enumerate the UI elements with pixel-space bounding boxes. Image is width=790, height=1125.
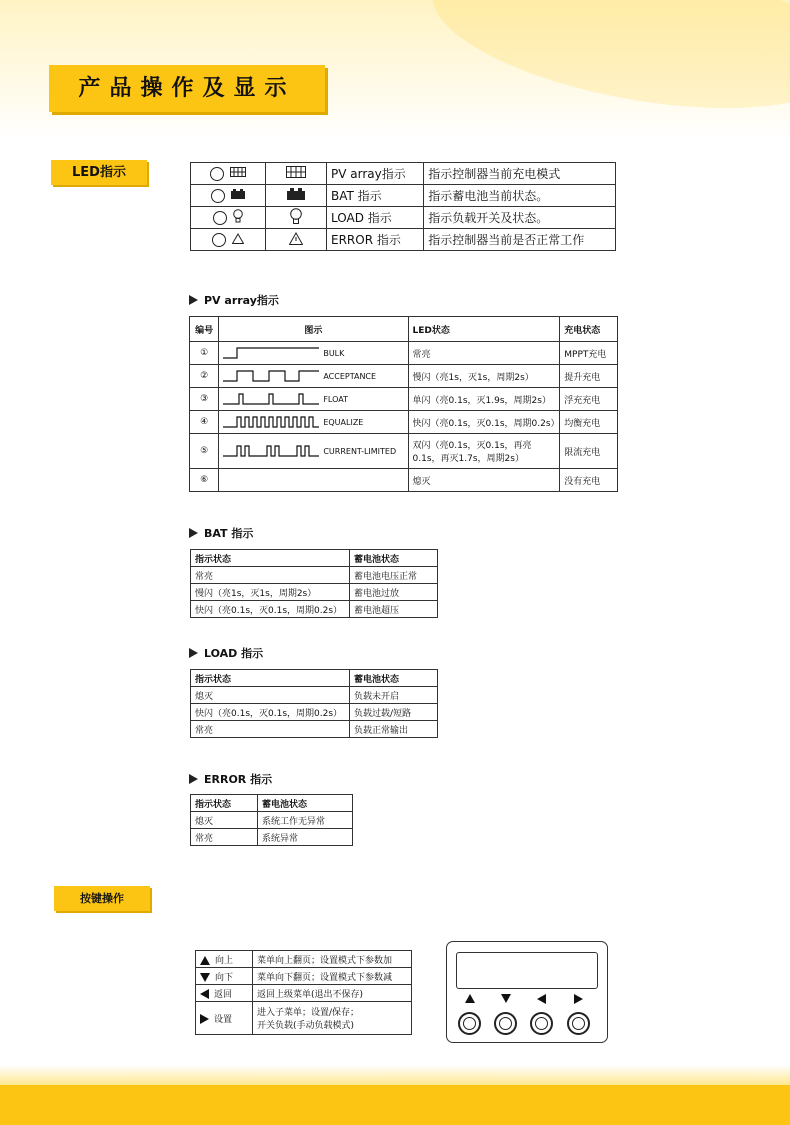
battery-icon [287, 188, 305, 200]
table-cell: 蓄电池超压 [350, 601, 438, 618]
lcd-screen [456, 952, 598, 989]
waveform-label: BULK [323, 348, 345, 358]
bat-table [190, 549, 438, 618]
table-row [196, 1002, 412, 1035]
left-arrow-icon [537, 994, 546, 1004]
pv-heading-text: PV array指示 [204, 294, 279, 307]
table-header-row [191, 550, 438, 567]
led-indicator-cell [191, 229, 266, 251]
key-cell [196, 968, 253, 985]
key-desc: 菜单向上翻页；设置模式下参数加 [253, 951, 412, 968]
table-cell: 慢闪（亮1s，灭1s，周期2s） [191, 584, 350, 601]
table-header-row [190, 317, 618, 342]
pv-heading [189, 292, 279, 308]
waveform-label: FLOAT [323, 394, 348, 404]
table-row [191, 229, 616, 251]
pv-array-icon-cell [266, 163, 327, 185]
pv-array-icon [230, 167, 246, 180]
bat-heading-text: BAT 指示 [204, 527, 254, 540]
down-button[interactable] [494, 1012, 517, 1035]
bullet-arrow-icon [189, 648, 198, 658]
table-row [191, 829, 353, 846]
table-header-row [191, 670, 438, 687]
led-state: 常亮 [408, 342, 560, 365]
row-number: ① [190, 342, 219, 365]
key-desc-line: 开关负载(手动负载模式) [257, 1021, 355, 1031]
waveform-label: ACCEPTANCE [323, 371, 377, 381]
set-button[interactable] [567, 1012, 590, 1035]
waveform-cell [219, 342, 408, 365]
key-desc: 菜单向下翻页；设置模式下参数减 [253, 968, 412, 985]
down-arrow-icon [501, 994, 511, 1003]
current-limited-waveform [223, 444, 319, 458]
table-row [191, 185, 616, 207]
key-desc [253, 1002, 412, 1035]
waveform-cell [219, 469, 408, 492]
footer-fade [0, 1065, 790, 1085]
column-header: 指示状态 [191, 795, 258, 812]
table-row [191, 721, 438, 738]
table-cell: 熄灭 [191, 812, 258, 829]
column-header: 蓄电池状态 [350, 550, 438, 567]
error-heading [189, 771, 272, 787]
table-row [190, 388, 618, 411]
key-cell [196, 985, 253, 1002]
waveform-label: CURRENT-LIMITED [323, 446, 397, 456]
column-header: 蓄电池状态 [350, 670, 438, 687]
row-number: ③ [190, 388, 219, 411]
column-header: 指示状态 [191, 550, 350, 567]
key-operation-table [195, 950, 412, 1035]
led-desc: 指示控制器当前是否正常工作 [424, 229, 616, 251]
battery-icon-cell [266, 185, 327, 207]
led-name: LOAD 指示 [327, 207, 424, 229]
row-number: ⑥ [190, 469, 219, 492]
bullet-arrow-icon [189, 774, 198, 784]
led-circle-icon [213, 211, 227, 225]
led-indicator-cell [191, 185, 266, 207]
table-cell: 系统工作无异常 [258, 812, 353, 829]
up-button[interactable] [458, 1012, 481, 1035]
waveform-cell [219, 434, 408, 469]
back-button[interactable] [530, 1012, 553, 1035]
pv-array-table [189, 316, 618, 492]
warning-icon [289, 232, 303, 245]
column-header: 指示状态 [191, 670, 350, 687]
table-row [191, 207, 616, 229]
left-arrow-icon [200, 989, 209, 999]
charge-state: 提升充电 [560, 365, 618, 388]
table-cell: 常亮 [191, 721, 350, 738]
table-cell: 快闪（亮0.1s，灭0.1s，周期0.2s） [191, 601, 350, 618]
acceptance-waveform [223, 369, 319, 383]
key-label: 向上 [215, 955, 234, 966]
column-header: 蓄电池状态 [258, 795, 353, 812]
bat-heading [189, 525, 253, 541]
led-desc: 指示控制器当前充电模式 [424, 163, 616, 185]
led-section-tag: LED指示 [51, 160, 147, 185]
charge-state: MPPT充电 [560, 342, 618, 365]
table-cell: 蓄电池电压正常 [350, 567, 438, 584]
up-arrow-icon [200, 956, 210, 965]
table-cell: 系统异常 [258, 829, 353, 846]
charge-state: 浮充充电 [560, 388, 618, 411]
key-desc: 返回上级菜单(退出不保存) [253, 985, 412, 1002]
table-row [196, 951, 412, 968]
led-state: 双闪（亮0.1s，灭0.1s，再亮0.1s，再灭1.7s，周期2s） [408, 434, 560, 469]
table-row [196, 985, 412, 1002]
waveform-cell [219, 411, 408, 434]
row-number: ② [190, 365, 219, 388]
led-name: BAT 指示 [327, 185, 424, 207]
row-number: ⑤ [190, 434, 219, 469]
error-table [190, 794, 353, 846]
table-row [191, 567, 438, 584]
table-row [191, 687, 438, 704]
led-circle-icon [210, 167, 224, 181]
right-arrow-icon [574, 994, 583, 1004]
column-header: 图示 [219, 317, 408, 342]
load-table [190, 669, 438, 738]
led-circle-icon [212, 233, 226, 247]
table-row [191, 601, 438, 618]
table-cell: 常亮 [191, 567, 350, 584]
bulb-icon-cell [266, 207, 327, 229]
down-arrow-icon [200, 973, 210, 982]
led-state: 熄灭 [408, 469, 560, 492]
led-state: 单闪（亮0.1s，灭1.9s，周期2s） [408, 388, 560, 411]
table-cell: 熄灭 [191, 687, 350, 704]
up-arrow-icon [465, 994, 475, 1003]
led-desc: 指示蓄电池当前状态。 [424, 185, 616, 207]
row-number: ④ [190, 411, 219, 434]
key-label: 向下 [215, 972, 234, 983]
led-state: 快闪（亮0.1s，灭0.1s，周期0.2s） [408, 411, 560, 434]
waveform-label: EQUALIZE [323, 417, 364, 427]
bullet-arrow-icon [189, 528, 198, 538]
page-title: 产品操作及显示 [78, 76, 296, 101]
table-cell: 蓄电池过放 [350, 584, 438, 601]
table-row [190, 434, 618, 469]
led-indicator-cell [191, 207, 266, 229]
column-header: LED状态 [408, 317, 560, 342]
waveform-cell [219, 388, 408, 411]
table-row [190, 469, 618, 492]
table-cell: 负载未开启 [350, 687, 438, 704]
key-label: 设置 [214, 1014, 233, 1025]
table-row [190, 342, 618, 365]
charge-state: 没有充电 [560, 469, 618, 492]
footer-band [0, 1085, 790, 1125]
error-heading-text: ERROR 指示 [204, 773, 273, 786]
bullet-arrow-icon [189, 295, 198, 305]
battery-icon [231, 189, 245, 202]
key-desc-line: 进入子菜单；设置/保存； [257, 1008, 360, 1018]
table-row [190, 411, 618, 434]
key-label: 返回 [214, 989, 233, 1000]
table-row [191, 163, 616, 185]
table-row [191, 584, 438, 601]
controller-panel [446, 941, 608, 1043]
bulb-icon [290, 208, 302, 224]
page-title-bar [49, 65, 325, 112]
led-name: PV array指示 [327, 163, 424, 185]
table-cell: 常亮 [191, 829, 258, 846]
led-indicator-cell [191, 163, 266, 185]
bulb-icon [233, 209, 243, 226]
bulk-waveform [223, 346, 319, 360]
table-row [191, 704, 438, 721]
led-circle-icon [211, 189, 225, 203]
pv-array-icon [286, 166, 306, 178]
table-cell: 快闪（亮0.1s，灭0.1s，周期0.2s） [191, 704, 350, 721]
float-waveform [223, 392, 319, 406]
column-header: 编号 [190, 317, 219, 342]
load-heading-text: LOAD 指示 [204, 647, 264, 660]
led-indicator-table [190, 162, 616, 251]
load-heading [189, 645, 263, 661]
table-cell: 负载过载/短路 [350, 704, 438, 721]
key-section-tag: 按键操作 [54, 886, 150, 911]
warning-icon-cell [266, 229, 327, 251]
table-row [191, 812, 353, 829]
warning-icon [232, 233, 244, 247]
table-row [196, 968, 412, 985]
key-cell [196, 1002, 253, 1035]
waveform-cell [219, 365, 408, 388]
led-name: ERROR 指示 [327, 229, 424, 251]
right-arrow-icon [200, 1014, 209, 1024]
charge-state: 均衡充电 [560, 411, 618, 434]
table-cell: 负载正常输出 [350, 721, 438, 738]
table-header-row [191, 795, 353, 812]
table-row [190, 365, 618, 388]
key-cell [196, 951, 253, 968]
led-state: 慢闪（亮1s，灭1s，周期2s） [408, 365, 560, 388]
equalize-waveform [223, 415, 319, 429]
led-desc: 指示负载开关及状态。 [424, 207, 616, 229]
charge-state: 限流充电 [560, 434, 618, 469]
column-header: 充电状态 [560, 317, 618, 342]
